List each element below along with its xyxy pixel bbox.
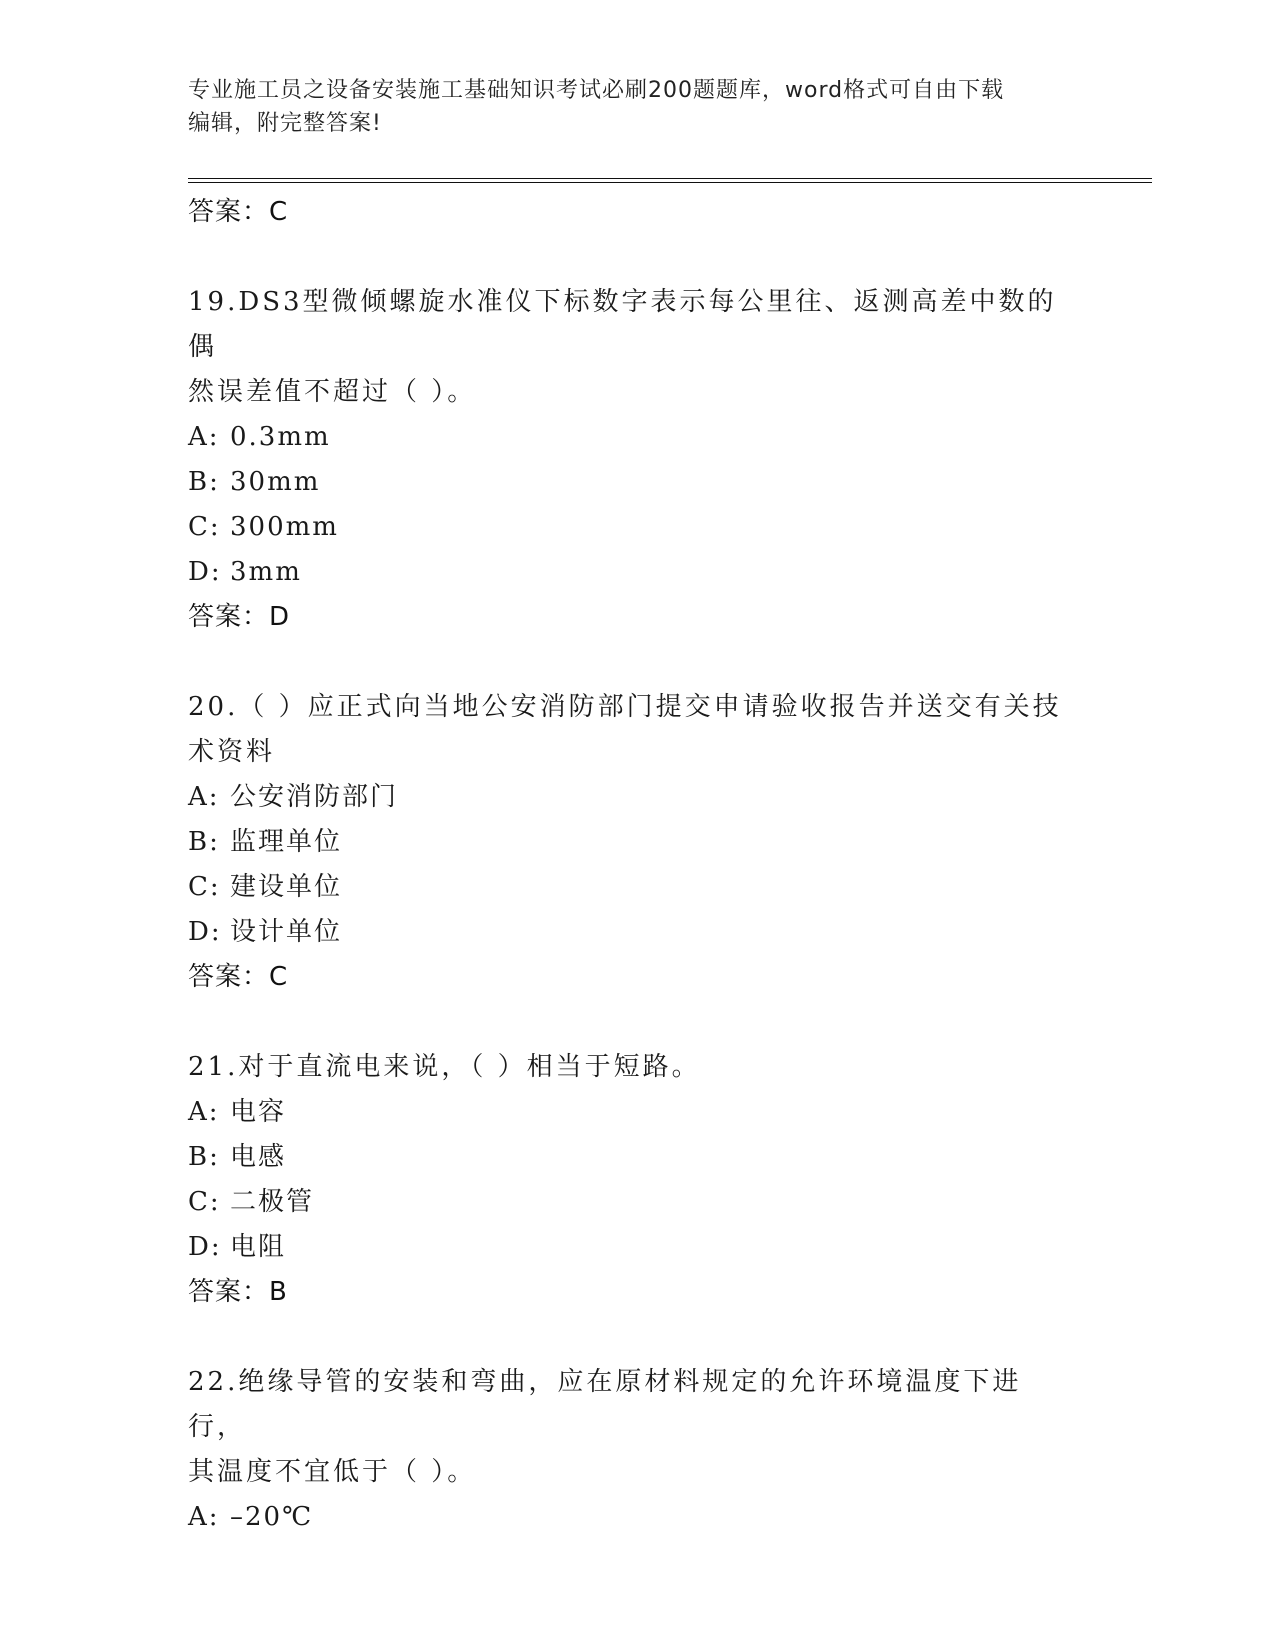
option-b	[188, 820, 1068, 865]
option-c	[188, 505, 1068, 550]
option-text: 0.3mm	[230, 422, 331, 452]
option-letter: C:	[188, 872, 221, 902]
question-list	[188, 190, 1068, 1540]
option-letter: A:	[188, 422, 220, 452]
question-block	[188, 1045, 1068, 1315]
option-c	[188, 865, 1068, 910]
option-d	[188, 550, 1068, 595]
option-letter: B:	[188, 467, 220, 497]
option-d	[188, 1225, 1068, 1270]
option-letter: D:	[188, 1232, 222, 1262]
question-text-line: 20.（ ）应正式向当地公安消防部门提交申请验收报告并送交有关技	[188, 692, 1062, 722]
question-text-line: 其温度不宜低于（ ）。	[188, 1457, 477, 1487]
header-divider-top	[188, 178, 1152, 179]
question-block	[188, 280, 1068, 640]
spacer	[188, 640, 1068, 685]
option-text: 电容	[230, 1097, 287, 1127]
option-c	[188, 1180, 1068, 1225]
option-text: 3mm	[230, 557, 302, 587]
option-text: 公安消防部门	[230, 782, 399, 812]
spacer	[188, 1000, 1068, 1045]
option-text: –20℃	[230, 1502, 314, 1532]
option-letter: B:	[188, 827, 220, 857]
option-letter: A:	[188, 1097, 220, 1127]
option-text: 建设单位	[230, 872, 343, 902]
answer-line: 答案：B	[188, 1277, 288, 1307]
option-b	[188, 460, 1068, 505]
option-text: 电感	[230, 1142, 287, 1172]
option-letter: A:	[188, 782, 220, 812]
answer-line: 答案：D	[188, 602, 291, 632]
option-b	[188, 1135, 1068, 1180]
option-a	[188, 1495, 1068, 1540]
question-text-line: 然误差值不超过（ ）。	[188, 377, 477, 407]
option-letter: B:	[188, 1142, 220, 1172]
option-letter: D:	[188, 557, 222, 587]
option-a	[188, 775, 1068, 820]
option-text: 电阻	[230, 1232, 287, 1262]
question-text-line: 21.对于直流电来说，（ ）相当于短路。	[188, 1052, 701, 1082]
header-divider-bottom	[188, 182, 1152, 183]
option-text: 300mm	[230, 512, 339, 542]
option-a	[188, 415, 1068, 460]
option-text: 二极管	[230, 1187, 315, 1217]
option-letter: C:	[188, 1187, 221, 1217]
header-line-2: 编辑，附完整答案!	[188, 111, 382, 136]
option-text: 30mm	[230, 467, 321, 497]
question-text-line: 术资料	[188, 737, 276, 767]
question-block	[188, 1360, 1068, 1540]
question-text-line: 22.绝缘导管的安装和弯曲，应在原材料规定的允许环境温度下进行，	[188, 1367, 1022, 1442]
option-letter: C:	[188, 512, 221, 542]
question-block	[188, 685, 1068, 1000]
header-line-1: 专业施工员之设备安装施工基础知识考试必刷200题题库，word格式可自由下载	[188, 78, 1005, 103]
option-text: 监理单位	[230, 827, 343, 857]
option-text: 设计单位	[230, 917, 343, 947]
option-letter: A:	[188, 1502, 220, 1532]
option-d	[188, 910, 1068, 955]
question-text-line: 19.DS3型微倾螺旋水准仪下标数字表示每公里往、返测高差中数的偶	[188, 287, 1057, 362]
document-header	[188, 74, 1068, 140]
spacer	[188, 1315, 1068, 1360]
option-letter: D:	[188, 917, 222, 947]
option-a	[188, 1090, 1068, 1135]
answer-line: 答案：C	[188, 197, 289, 227]
answer-line: 答案：C	[188, 962, 289, 992]
spacer	[188, 235, 1068, 280]
